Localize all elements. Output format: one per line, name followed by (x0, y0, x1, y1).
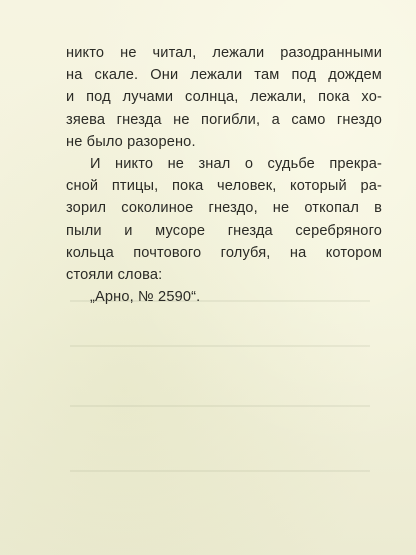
show-through-mark (70, 470, 370, 472)
text-line: на скале. Они лежали там под дождем (66, 67, 382, 84)
text-line: И никто не знал о судьбе прекра- (90, 156, 382, 173)
paragraph-2 (66, 153, 382, 286)
text-line: зяева гнезда не погибли, а само гнездо (66, 111, 382, 128)
text-line: не было разорено. (66, 133, 196, 150)
text-line: кольца почтового голубя, на котором (66, 244, 382, 261)
paragraph-1 (66, 42, 382, 153)
paragraph-3 (66, 286, 382, 308)
text-line: никто не читал, лежали разодранными (66, 45, 382, 61)
text-line: сной птицы, пока человек, который ра- (66, 178, 382, 195)
show-through-mark (70, 405, 370, 407)
text-line: и под лучами солнца, лежали, пока хо- (66, 89, 382, 106)
ring-inscription: „Арно, № 2590“. (90, 289, 201, 306)
text-line: зорил соколиное гнездо, не откопал в (66, 200, 382, 217)
text-line: пыли и мусоре гнезда серебряного (66, 222, 382, 239)
body-text (66, 42, 382, 308)
show-through-mark (70, 345, 370, 347)
text-line: стояли слова: (66, 267, 163, 284)
